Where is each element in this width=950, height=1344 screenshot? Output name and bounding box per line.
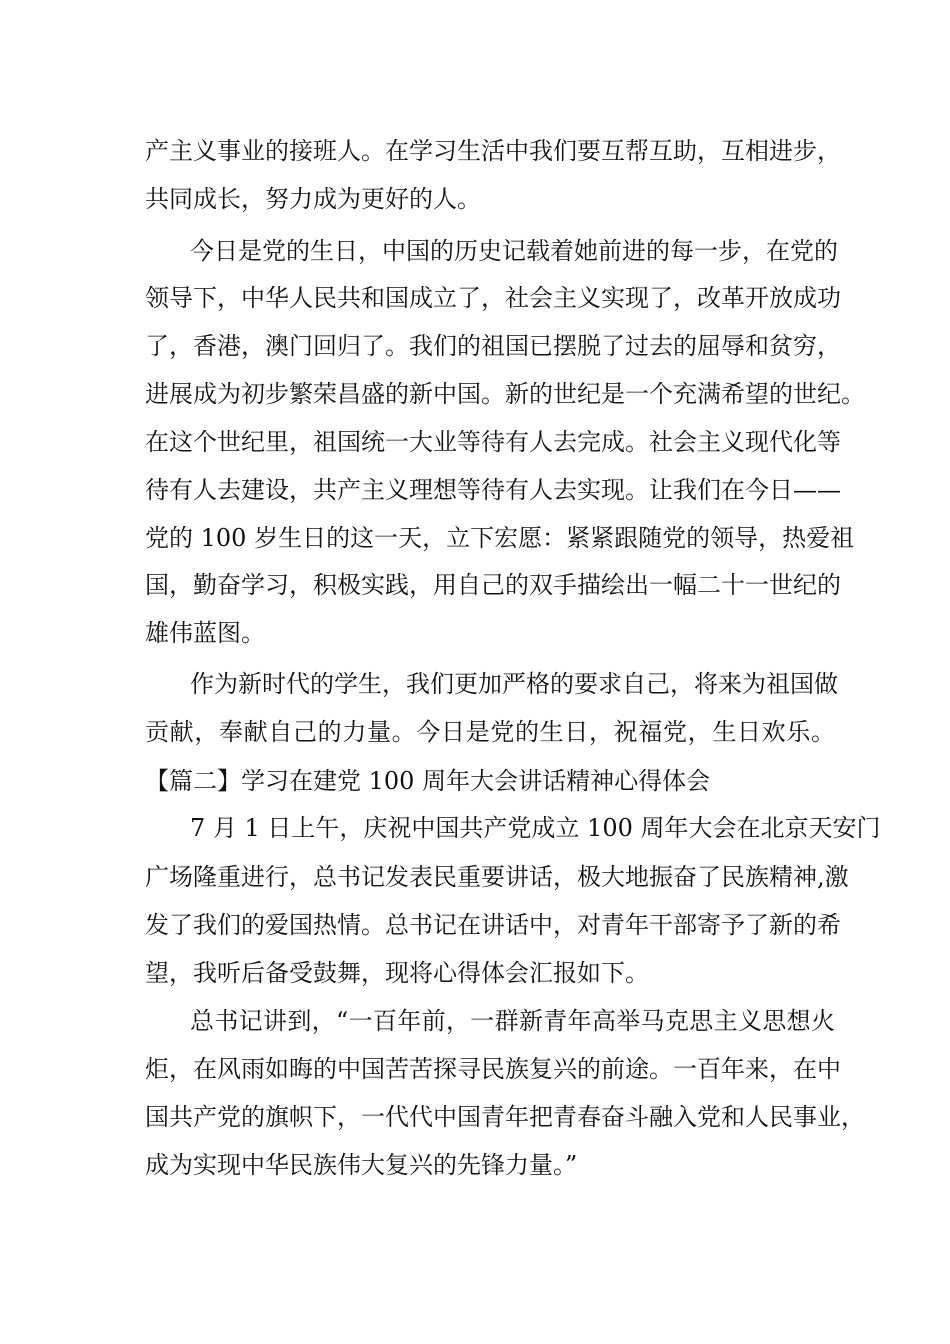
paragraph-first-line: 7 月 1 日上午，庆祝中国共产党成立 100 周年大会在北京天安门 xyxy=(190,814,881,842)
text-line: 领导下，中华人民共和国成立了，社会主义实现了，改革开放成功 xyxy=(145,284,841,312)
text-line: 成为实现中华民族伟大复兴的先锋力量。” xyxy=(145,1151,578,1179)
text-line: 国共产党的旗帜下，一代代中国青年把青春奋斗融入党和人民事业， xyxy=(145,1103,865,1131)
text-line: 炬，在风雨如晦的中国苦苦探寻民族复兴的前途。一百年来，在中 xyxy=(145,1055,841,1083)
text-line: 广场隆重进行，总书记发表民重要讲话，极大地振奋了民族精神,激 xyxy=(145,863,849,891)
text-line: 了，香港，澳门回归了。我们的祖国已摆脱了过去的屈辱和贫穷， xyxy=(145,332,841,360)
text-line: 望，我听后备受鼓舞，现将心得体会汇报如下。 xyxy=(145,959,649,987)
text-line: 进展成为初步繁荣昌盛的新中国。新的世纪是一个充满希望的世纪。 xyxy=(145,380,865,408)
text-line: 共同成长，努力成为更好的人。 xyxy=(145,185,481,213)
text-line: 在这个世纪里，祖国统一大业等待有人去完成。社会主义现代化等 xyxy=(145,428,841,456)
text-line: 国，勤奋学习，积极实践，用自己的双手描绘出一幅二十一世纪的 xyxy=(145,571,841,599)
text-line: 待有人去建设，共产主义理想等待有人去实现。让我们在今日—— xyxy=(145,476,841,504)
paragraph-first-line: 总书记讲到，“一百年前，一群新青年高举马克思主义思想火 xyxy=(190,1007,835,1035)
text-line: 贡献，奉献自己的力量。今日是党的生日，祝福党，生日欢乐。 xyxy=(145,718,835,746)
text-line: 发了我们的爱国热情。总书记在讲话中，对青年干部寄予了新的希 xyxy=(145,911,841,939)
text-line: 党的 100 岁生日的这一天，立下宏愿：紧紧跟随党的领导，热爱祖 xyxy=(145,524,855,552)
text-line: 雄伟蓝图。 xyxy=(145,619,265,647)
paragraph-first-line: 今日是党的生日，中国的历史记载着她前进的每一步，在党的 xyxy=(190,237,838,265)
text-line: 产主义事业的接班人。在学习生活中我们要互帮互助，互相进步， xyxy=(145,137,841,165)
paragraph-first-line: 作为新时代的学生，我们更加严格的要求自己，将来为祖国做 xyxy=(190,670,838,698)
section-heading: 【篇二】学习在建党 100 周年大会讲话精神心得体会 xyxy=(145,767,711,795)
